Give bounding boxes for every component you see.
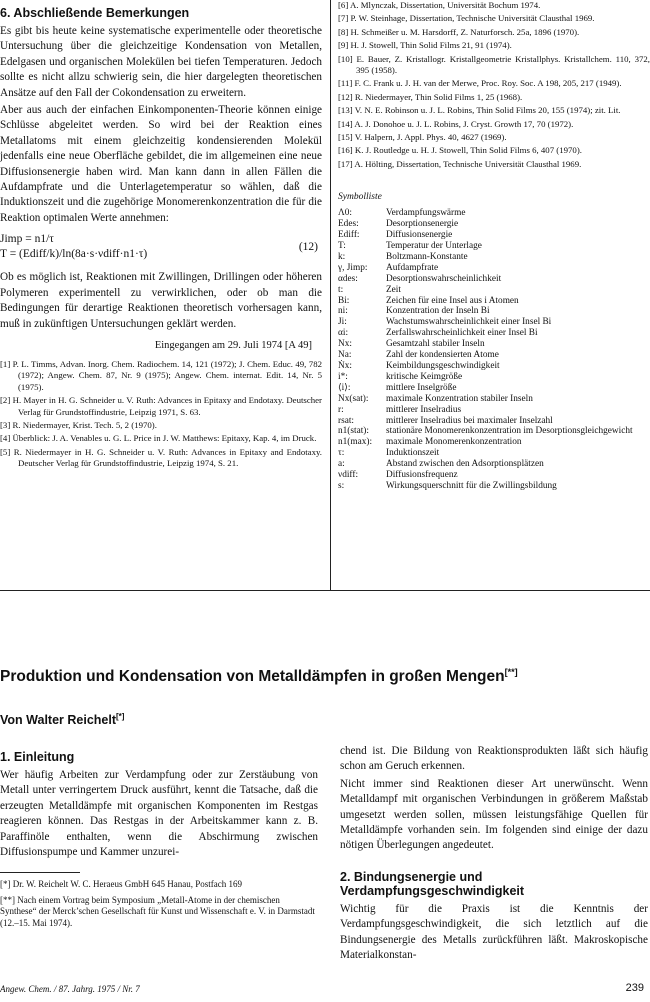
symbol-row — [338, 328, 650, 339]
symbol: Nx(sat): — [338, 393, 369, 404]
paragraph: chend ist. Die Bildung von Reaktionsprodukten läßt sich häufig schon am Geruch erkennen. — [340, 745, 648, 773]
symbol-list-title: Symbolliste — [338, 192, 382, 203]
symbol-description: Zeit — [386, 284, 401, 295]
reference-item: [16] K. J. Routledge u. H. J. Stowell, Thin Solid Films 6, 407 (1970). — [338, 145, 582, 156]
symbol: αi: — [338, 328, 349, 339]
symbol: Na: — [338, 350, 352, 361]
section-divider — [0, 590, 650, 591]
symbol: αdes: — [338, 273, 358, 284]
symbol: Λ0: — [338, 208, 352, 219]
symbol: a: — [338, 459, 345, 470]
reference-item: [12] R. Niedermayer, Thin Solid Films 1, 25 (1968). — [338, 91, 523, 102]
column-divider — [330, 0, 331, 590]
paragraph: Es gibt bis heute keine systematische experimentelle oder theoretische Untersuchung über die gleichzeitige Kondensation von Metallen, Edelgasen und organischen Molekülen bei tiefen Temperaturen. Jedoch sollte es nicht allzu schwierig sein, die hier dargelegten theoretischen Ansätze auf den Fall der Cokondensation zu erweitern. — [0, 25, 322, 99]
received-date: Eingegangen am 29. Juli 1974 [A 49] — [154, 339, 312, 351]
article-title — [0, 667, 518, 686]
symbol-row — [338, 481, 650, 492]
symbol-description: Zerfallswahrscheinlichkeit einer Insel Bi — [386, 328, 538, 339]
page-number: 239 — [625, 982, 644, 994]
right-column — [338, 0, 650, 492]
symbol-row — [338, 416, 650, 427]
symbol-description: Aufdampfrate — [386, 262, 439, 273]
symbol-row — [338, 306, 650, 317]
paragraph: Ob es möglich ist, Reaktionen mit Zwillingen, Drillingen oder höheren Polymeren experimentell zu verwirklichen, oder ob man die Bedingungen für derartige Reaktionen theoretisch vorhersagen kann, muß in zukünftigen Untersuchungen geklärt werden. — [0, 271, 322, 330]
symbol-description: Desorptionswahrscheinlichkeit — [386, 273, 502, 284]
symbol-description: Wachstumswahrscheinlichkeit einer Insel Bi — [386, 317, 552, 328]
symbol: ⟨i⟩: — [338, 382, 351, 393]
symbol: k: — [338, 251, 346, 262]
reference-item: [14] A. J. Donohoe u. J. L. Robins, J. Cryst. Growth 17, 70 (1972). — [338, 118, 574, 129]
symbol-description: Konzentration der Inseln Bi — [386, 306, 490, 317]
equation-line: Jimp = n1/τ — [0, 233, 54, 246]
symbol-description: Diffusionsfrequenz — [386, 470, 458, 481]
symbol-row — [338, 372, 650, 383]
symbol-row — [338, 230, 650, 241]
symbol: ni: — [338, 306, 348, 317]
symbol-row — [338, 470, 650, 481]
symbol: T: — [338, 241, 346, 251]
reference-list-left — [0, 359, 322, 470]
article-author — [0, 712, 124, 727]
symbol-row — [338, 219, 650, 230]
symbol: s: — [338, 480, 345, 491]
symbol-description: Wirkungsquerschnitt für die Zwillingsbildung — [386, 480, 557, 491]
symbol-row — [338, 263, 650, 274]
journal-footer: Angew. Chem. / 87. Jahrg. 1975 / Nr. 7 — [0, 984, 140, 994]
left-column — [0, 0, 322, 472]
symbol-row — [338, 448, 650, 459]
paragraph: Wichtig für die Praxis ist die Kenntnis der Verdampfungsgeschwindigkeit, die sich letztlich auf die Bindungsenergie des Metalls zurückführen läßt. Makroskopische Materialkonstan- — [340, 902, 648, 962]
reference-item: [1] P. L. Timms, Advan. Inorg. Chem. Radiochem. 14, 121 (1972); J. Chem. Educ. 49, 782 (1972); Angew. Chem. 87, Nr. 9 (1975); Angew. Chem. internat. Edit. 14, Nr. 5 (1975). — [0, 358, 322, 392]
symbol: i*: — [338, 371, 348, 382]
symbol-row — [338, 274, 650, 285]
reference-item: [8] H. Schmeißer u. M. Harsdorff, Z. Naturforsch. 25a, 1896 (1970). — [338, 26, 580, 37]
reference-item: [2] H. Mayer in H. G. Schneider u. V. Ruth: Advances in Epitaxy and Endotaxy. Deutscher Verlag für Grundstoffindustrie, Leipzig 1971, S. 63. — [0, 395, 322, 417]
reference-item: [7] P. W. Steinhage, Dissertation, Technische Universität Clausthal 1969. — [338, 13, 595, 24]
article-author-footnote-mark: [*] — [116, 712, 125, 721]
equation-number: (12) — [298, 241, 318, 254]
symbol-row — [338, 361, 650, 372]
symbol-description: Abstand zwischen den Adsorptionsplätzen — [386, 459, 544, 470]
symbol-description: Desorptionsenergie — [386, 219, 459, 230]
reference-item: [4] Überblick: J. A. Venables u. G. L. Price in J. W. Matthews: Epitaxy, Kap. 4, im Druck. — [0, 433, 317, 444]
symbol-list — [338, 208, 650, 492]
symbol: τ: — [338, 448, 345, 459]
symbol-row — [338, 426, 650, 437]
symbol-row — [338, 285, 650, 296]
symbol: Nx: — [338, 339, 352, 350]
reference-list-right — [338, 0, 650, 170]
symbol-description: Boltzmann-Konstante — [386, 251, 468, 262]
symbol-row — [338, 437, 650, 448]
article-title-text: Produktion und Kondensation von Metalldämpfen in großen Mengen — [0, 668, 505, 686]
paragraph: Aber aus auch der einfachen Einkomponenten-Theorie können einige Schlüsse abgeleitet werden. So wird bei der Reaktion eines Metallatoms mit einem gleichzeitig kondensierenden Molekül jedenfalls eine neue Oberfläche gebildet, die im allgemeinen eine neue Diffusionsenergie haben wird. Man kann dann in allen Fällen die Aufdampfrate und die Unterlagetemperatur so wählen, daß die Induktionszeit und die zugehörige Monomerenkonzentration die für die Reaktion optimalen Werte annehmen: — [0, 104, 322, 224]
symbol: Edes: — [338, 219, 359, 230]
symbol-description: Temperatur der Unterlage — [386, 241, 482, 251]
symbol: Ji: — [338, 317, 347, 328]
symbol: r: — [338, 404, 344, 415]
symbol-description: mittlerer Inselradius — [386, 404, 462, 415]
reference-item: [15] V. Halpern, J. Appl. Phys. 40, 4627 (1969). — [338, 132, 507, 143]
symbol-description: Diffusionsenergie — [386, 230, 453, 241]
paragraph: Wer häufig Arbeiten zur Verdampfung oder zur Zerstäubung von Metall unter verringertem Druck ausführt, kennt die Tatsache, daß die erzeugten Metalldämpfe mit organischen Komponenten im Restgas reagieren können. Das Restgas in der Arbeitskammer kann z. B. Paraffinöle enthalten, wenn die Abschirmung zwischen Diffusionspumpe und Kammer unzurei- — [0, 769, 318, 859]
symbol: n1(stat): — [338, 426, 369, 437]
paragraph: Nicht immer sind Reaktionen dieser Art unerwünscht. Wenn Metalldampf mit organischen Verbindungen in größerem Maßstab umgesetzt werden sollen, müssen leistungsfähige Quellen für Metalldämpfe vorhanden sein. Im folgenden sind einige der dazu nötigen Überlegungen angedeutet. — [340, 777, 648, 852]
symbol-description: Zeichen für eine Insel aus i Atomen — [386, 295, 519, 306]
reference-item: [6] A. Mlynczak, Dissertation, Universität Bochum 1974. — [338, 0, 541, 10]
symbol: t: — [338, 284, 344, 295]
symbol-row — [338, 405, 650, 416]
symbol-row — [338, 394, 650, 405]
symbol-description: Verdampfungswärme — [386, 208, 466, 219]
symbol-row — [338, 459, 650, 470]
reference-item: [11] F. C. Frank u. J. H. van der Merwe, Proc. Roy. Soc. A 198, 205, 217 (1949). — [338, 78, 622, 89]
symbol: Ediff: — [338, 230, 360, 241]
symbol: rsat: — [338, 415, 355, 426]
symbol-description: mittlerer Inselradius bei maximaler Inselzahl — [386, 415, 553, 426]
symbol-row — [338, 241, 650, 252]
symbol-description: kritische Keimgröße — [386, 371, 463, 382]
reference-item: [5] R. Niedermayer in H. G. Schneider u. V. Ruth: Advances in Epitaxy and Endotaxy. Deutscher Verlag für Grundstoffindustrie, Leipzig 1974, S. 21. — [0, 446, 322, 469]
symbol-row — [338, 339, 650, 350]
reference-item: [17] A. Hölting, Dissertation, Technische Universität Clausthal 1969. — [338, 158, 582, 169]
symbol-description: Gesamtzahl stabiler Inseln — [386, 339, 485, 350]
symbol: n1(max): — [338, 437, 373, 448]
reference-item: [3] R. Niedermayer, Krist. Tech. 5, 2 (1970). — [0, 419, 157, 430]
symbol-description: Zahl der kondensierten Atome — [386, 350, 499, 361]
symbol-row — [338, 317, 650, 328]
symbol-row — [338, 350, 650, 361]
section-heading: 2. Bindungsenergie und Verdampfungsgeschwindigkeit — [340, 869, 525, 898]
symbol-row — [338, 208, 650, 219]
symbol-description: Keimbildungsgeschwindigkeit — [386, 360, 500, 371]
equation-line: T = (Ediff/k)/ln(8a·s·νdiff·n1·τ) — [0, 248, 148, 261]
footnote-divider — [0, 872, 80, 873]
reference-item: [9] H. J. Stowell, Thin Solid Films 21, 91 (1974). — [338, 40, 512, 51]
symbol-row — [338, 296, 650, 307]
article-title-footnote-mark: [**] — [504, 667, 518, 677]
symbol: γ, Jimp: — [338, 262, 368, 273]
symbol: Bi: — [338, 295, 350, 306]
section-heading: 6. Abschließende Bemerkungen — [0, 6, 190, 20]
article-author-text: Von Walter Reichelt — [0, 713, 116, 728]
article-left-column — [0, 744, 318, 929]
symbol-description: maximale Monomerenkonzentration — [386, 437, 522, 448]
symbol-row — [338, 383, 650, 394]
section-heading: 1. Einleitung — [0, 750, 75, 764]
footnote: [*] Dr. W. Reichelt W. C. Heraeus GmbH 645 Hanau, Postfach 169 — [0, 879, 242, 890]
equation-block — [0, 232, 322, 262]
reference-item: [10] E. Bauer, Z. Kristallogr. Kristallgeometrie Kristallphys. Kristallchem. 110, 372, 395 (1958). — [338, 53, 650, 76]
symbol-description: Induktionszeit — [386, 448, 440, 459]
reference-item: [13] V. N. E. Robinson u. J. L. Robins, Thin Solid Films 20, 155 (1974); zit. Lit. — [338, 105, 621, 116]
symbol: νdiff: — [338, 470, 359, 481]
symbol-description: stationäre Monomerenkonzentration im Desorptionsgleichgewicht — [386, 426, 633, 437]
article-right-column — [340, 744, 648, 965]
symbol-row — [338, 252, 650, 263]
footnote: [**] Nach einem Vortrag beim Symposium „Metall-Atome in der chemischen Synthese“ der Merck’schen Gesellschaft für Kunst und Wissenschaft e. V. in Darmstadt (12.–15. Mai 1974). — [0, 894, 315, 928]
symbol-description: maximale Konzentration stabiler Inseln — [386, 393, 533, 404]
symbol-description: mittlere Inselgröße — [386, 382, 457, 393]
symbol: Ṅx: — [338, 360, 352, 371]
